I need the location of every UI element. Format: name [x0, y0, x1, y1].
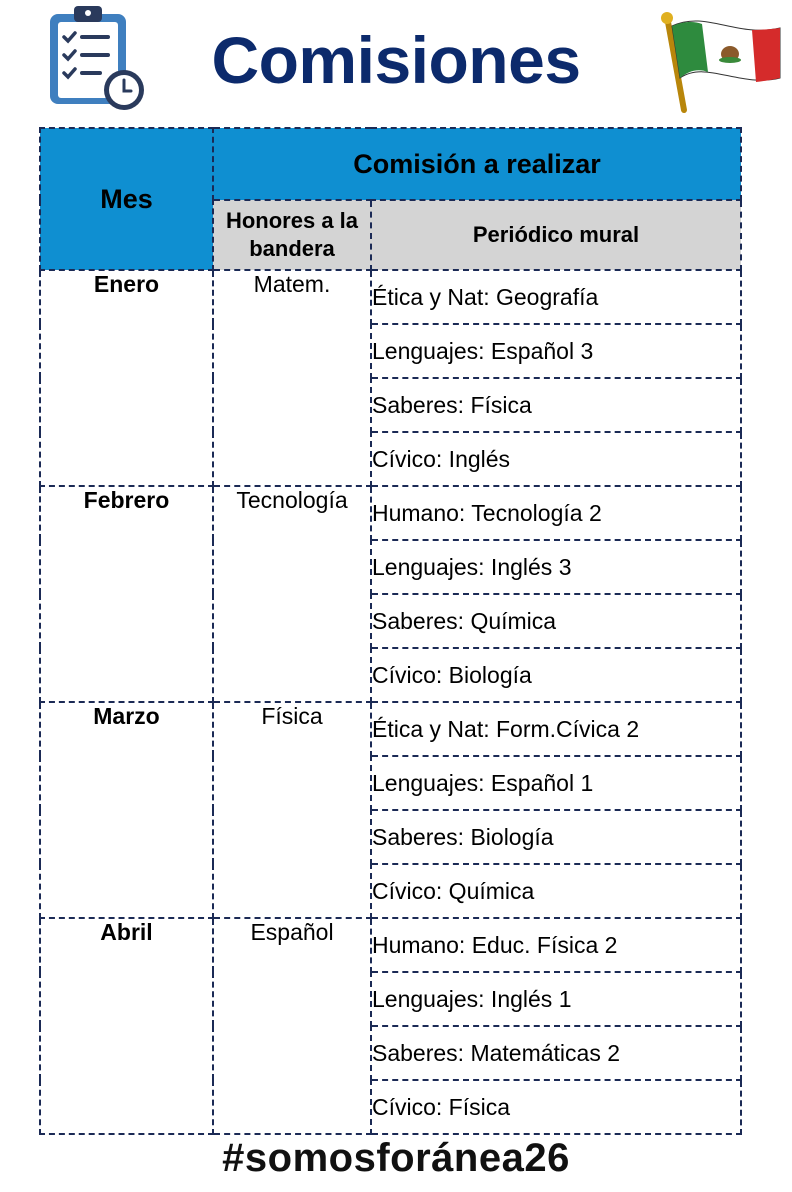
honores-cell: Tecnología [213, 486, 371, 702]
subheader-periodico: Periódico mural [371, 200, 741, 270]
honores-cell: Física [213, 702, 371, 918]
periodico-item: Cívico: Inglés [371, 432, 741, 486]
periodico-item: Saberes: Física [371, 378, 741, 432]
periodico-item: Saberes: Matemáticas 2 [371, 1026, 741, 1080]
honores-cell: Español [213, 918, 371, 1134]
periodico-item: Lenguajes: Inglés 3 [371, 540, 741, 594]
month-cell: Abril [40, 918, 213, 1134]
page-title: Comisiones [211, 23, 581, 97]
periodico-item: Saberes: Química [371, 594, 741, 648]
month-cell: Febrero [40, 486, 213, 702]
header [0, 0, 792, 120]
footer-hashtag: #somosforánea26 [222, 1136, 570, 1180]
table-row [40, 918, 741, 972]
header-commission: Comisión a realizar [213, 128, 741, 200]
periodico-item: Humano: Educ. Física 2 [371, 918, 741, 972]
periodico-item: Cívico: Química [371, 864, 741, 918]
table-row [40, 270, 741, 324]
periodico-item: Lenguajes: Español 3 [371, 324, 741, 378]
table-row [40, 486, 741, 540]
header-month: Mes [40, 128, 213, 270]
month-cell: Enero [40, 270, 213, 486]
honores-cell: Matem. [213, 270, 371, 486]
periodico-item: Cívico: Física [371, 1080, 741, 1134]
periodico-item: Ética y Nat: Geografía [371, 270, 741, 324]
commissions-table [39, 127, 742, 1135]
periodico-item: Lenguajes: Inglés 1 [371, 972, 741, 1026]
subheader-honores: Honores a la bandera [213, 200, 371, 270]
month-cell: Marzo [40, 702, 213, 918]
table-row [40, 702, 741, 756]
periodico-item: Lenguajes: Español 1 [371, 756, 741, 810]
periodico-item: Saberes: Biología [371, 810, 741, 864]
periodico-item: Humano: Tecnología 2 [371, 486, 741, 540]
mexico-flag-icon [656, 8, 786, 114]
periodico-item: Ética y Nat: Form.Cívica 2 [371, 702, 741, 756]
periodico-item: Cívico: Biología [371, 648, 741, 702]
